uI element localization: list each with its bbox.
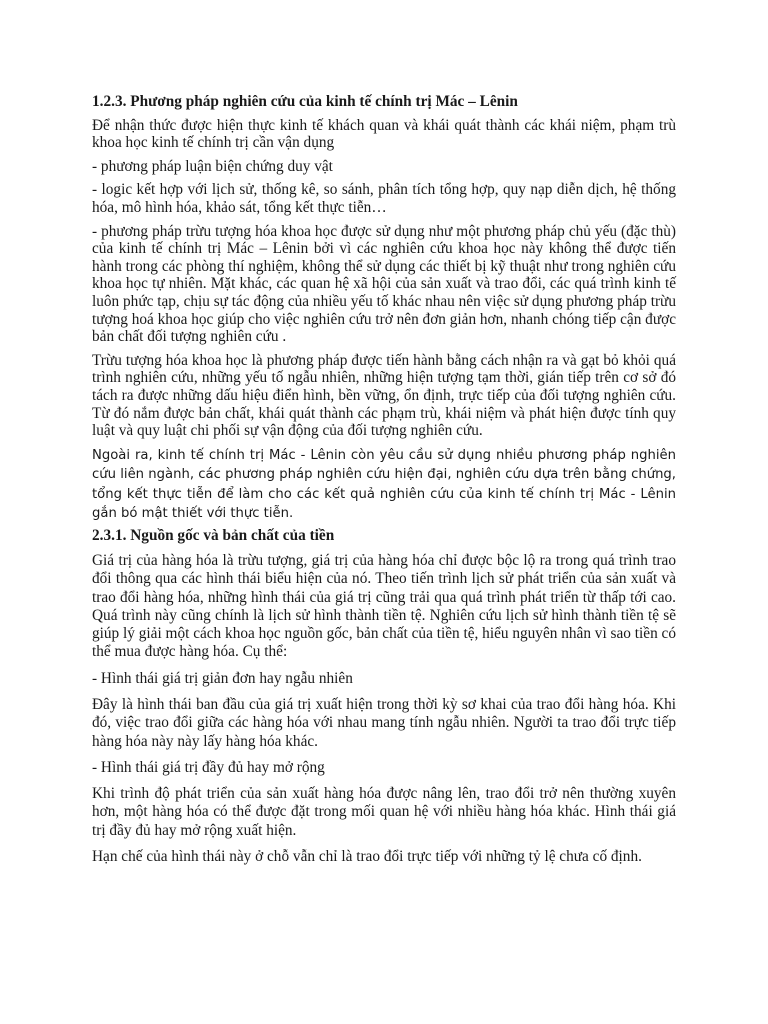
paragraph: Giá trị của hàng hóa là trừu tượng, giá trị của hàng hóa chỉ được bộc lộ ra trong quá trình trao đổi thông qua các hình thái biểu hiện của nó. Theo tiến trình lịch sử phát triển của sản xuất và trao đổi hàng hóa, những hình thái của giá trị cũng trải qua quá trình phát triển từ thấp tới cao. Quá trình này cũng chính là lịch sử hình thành tiền tệ. Nghiên cứu lịch sử hình thành tiền tệ sẽ giúp lý giải một cách khoa học nguồn gốc, bản chất của tiền tệ, hiểu nguyên nhân vì sao tiền có thể mua được hàng hóa. Cụ thể: — [92, 551, 676, 661]
document-page — [92, 93, 676, 874]
paragraph-sans: Ngoài ra, kinh tế chính trị Mác - Lênin còn yêu cầu sử dụng nhiều phương pháp nghiên cứu liên ngành, các phương pháp nghiên cứu hiện đại, nghiên cứu dựa trên bằng chứng, tổng kết thực tiễn để làm cho các kết quả nghiên cứu của kinh tế chính trị Mác - Lênin gắn bó mật thiết với thực tiễn. — [92, 447, 676, 521]
section-heading-1-2-3: 1.2.3. Phương pháp nghiên cứu của kinh tế chính trị Mác – Lênin — [92, 93, 518, 110]
section-origin-of-money — [92, 527, 676, 866]
list-item: - phương pháp trừu tượng hóa khoa học được sử dụng như một phương pháp chủ yếu (đặc thù) của kinh tế chính trị Mác – Lênin bởi vì các nghiên cứu khoa học này không thể được tiến hành trong các phòng thí nghiệm, không thể sử dụng các thiết bị kỹ thuật như trong nghiên cứu khoa học tự nhiên. Mặt khác, các quan hệ xã hội của sản xuất và trao đổi, các quá trình kinh tế luôn phức tạp, chịu sự tác động của nhiều yếu tố khác nhau nên việc sử dụng phương pháp trừu tượng hoá khoa học giúp cho việc nghiên cứu trở nên đơn giản hơn, nhanh chóng tiếp cận được bản chất đối tượng nghiên cứu . — [92, 222, 676, 346]
list-item: - Hình thái giá trị đầy đủ hay mở rộng — [92, 758, 325, 776]
list-item: - logic kết hợp với lịch sử, thống kê, so sánh, phân tích tổng hợp, quy nạp diễn dịch, hệ thống hóa, mô hình hóa, khảo sát, tổng kết thực tiễn… — [92, 181, 676, 216]
paragraph: Hạn chế của hình thái này ở chỗ vẫn chỉ là trao đổi trực tiếp với những tỷ lệ chưa cố định. — [92, 848, 642, 866]
paragraph: Để nhận thức được hiện thực kinh tế khách quan và khái quát thành các khái niệm, phạm trù khoa học kinh tế chính trị cần vận dụng — [92, 116, 676, 152]
list-item: - phương pháp luận biện chứng duy vật — [92, 157, 333, 175]
section-research-methods — [92, 93, 676, 523]
paragraph: Khi trình độ phát triển của sản xuất hàng hóa được nâng lên, trao đổi trở nên thường xuyên hơn, một hàng hóa có thể được đặt trong mối quan hệ với nhiều hàng hóa khác. Hình thái giá trị đầy đủ hay mở rộng xuất hiện. — [92, 785, 676, 839]
section-heading-2-3-1: 2.3.1. Nguồn gốc và bản chất của tiền — [92, 527, 335, 545]
list-item: - Hình thái giá trị giản đơn hay ngẫu nhiên — [92, 669, 353, 687]
paragraph: Trừu tượng hóa khoa học là phương pháp được tiến hành bằng cách nhận ra và gạt bỏ khỏi quá trình nghiên cứu, những yếu tố ngẫu nhiên, những hiện tượng tạm thời, gián tiếp trên cơ sở đó tách ra được những dấu hiệu điển hình, bền vững, ổn định, trực tiếp của đối tượng nghiên cứu. Từ đó nắm được bản chất, khái quát thành các phạm trù, khái niệm và phát hiện được tính quy luật và quy luật chi phối sự vận động của đối tượng nghiên cứu. — [92, 351, 676, 440]
paragraph: Đây là hình thái ban đầu của giá trị xuất hiện trong thời kỳ sơ khai của trao đổi hàng hóa. Khi đó, việc trao đổi giữa các hàng hóa với nhau mang tính ngẫu nhiên. Người ta trao đổi trực tiếp hàng hóa này này lấy hàng hóa khác. — [92, 695, 676, 750]
